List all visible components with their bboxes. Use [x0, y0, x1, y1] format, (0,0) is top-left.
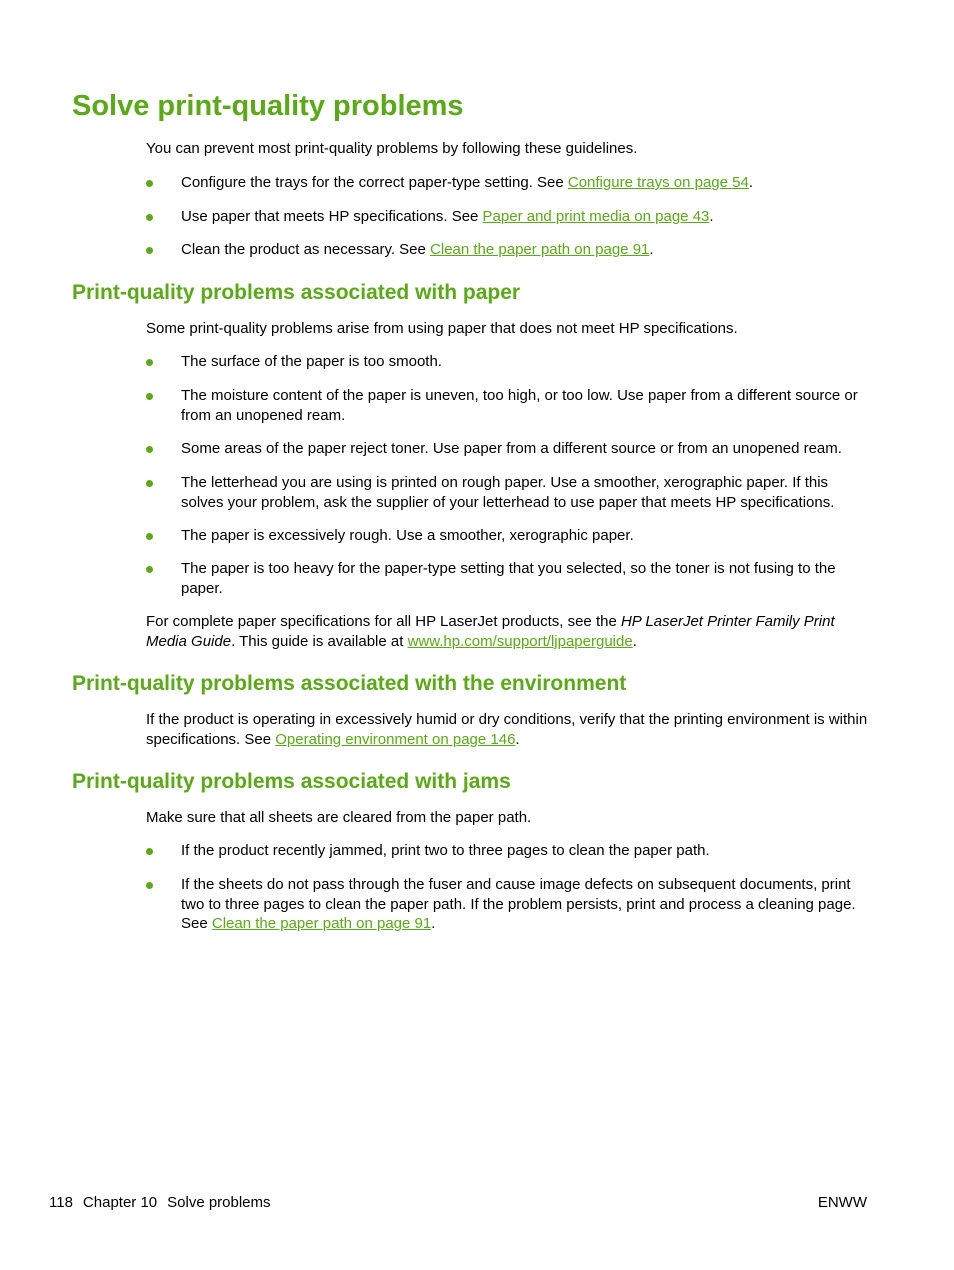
jams-intro: Make sure that all sheets are cleared from the paper path.: [146, 809, 532, 826]
link-clean-paper-path[interactable]: Clean the paper path on page 91: [430, 241, 650, 258]
bullet-icon: [146, 882, 153, 889]
bullet-icon: [146, 533, 153, 540]
bullet-icon: [146, 180, 153, 187]
section-heading-jams: Print-quality problems associated with jams: [72, 770, 511, 793]
bullet-icon: [146, 393, 153, 400]
link-configure-trays[interactable]: Configure trays on page 54: [567, 174, 749, 191]
paper-intro: Some print-quality problems arise from using paper that does not meet HP specifications.: [146, 320, 738, 337]
link-paper-and-print-media[interactable]: Paper and print media on page 43: [482, 208, 710, 225]
document-page: Solve print-quality problems You can prevent most print-quality problems by following these guidelines. Configure the trays for the correct paper-type setting. See Configure trays on page 54. Use paper that meets HP specifications. See Paper and print media on page 43. Clean the product as necessary. See Clean the paper path on page 91. Print-quality problems associated with paper Some print-quality problems arise from using paper that does not meet HP specifications. The surface of the paper is too smooth. The moisture content of the paper is uneven, too high, or too low. Use paper from a different source or from an unopened ream. Some areas of the paper reject toner. Use paper from a different source or from an unopened ream. The letterhead you are using is printed on rough paper. Use a smoother, xerographic paper. If this solves your problem, ask the supplier of your letterhead to use paper that meets HP specifications. The paper is excessively rough. Use a smoother, xerographic paper. The paper is too heavy for the paper-type setting that you selected, so the toner is not fusing to the paper. For complete paper specifications for all HP LaserJet products, see the HP LaserJet Printer Family Print Media Guide. This guide is available at www.hp.com/support/ljpaperguide. Print-quality problems associated with the environment If the product is operating in excessively humid or dry conditions, verify that the printing environment is within specifications. See Operating environment on page 146. Print-quality problems associated with jams Make sure that all sheets are cleared from the paper path. If the product recently jammed, print two to three pages to clean the paper path. If the sheets do not pass through the fuser and cause image defects on subsequent documents, print two to three pages to clean the paper path. If the problem persists, print and process a cleaning page. See Clean the paper path on page 91. 118 Chapter 10 Solve problems ENWW: [0, 0, 954, 1270]
bullet-icon: [146, 480, 153, 487]
section-heading-paper: Print-quality problems associated with paper: [72, 281, 521, 304]
page-footer-right: ENWW: [817, 1194, 867, 1211]
chapter-label: Chapter 10: [82, 1194, 158, 1211]
link-ljpaperguide[interactable]: www.hp.com/support/ljpaperguide: [407, 632, 633, 650]
bullet-icon: [146, 214, 153, 221]
bullet-icon: [146, 446, 153, 453]
page-footer-left: [49, 1193, 271, 1212]
link-clean-paper-path-2[interactable]: Clean the paper path on page 91: [211, 915, 432, 932]
section-heading-environment: Print-quality problems associated with the environment: [72, 672, 627, 695]
page-number: 118: [49, 1194, 73, 1211]
bullet-icon: [146, 848, 153, 855]
bullet-icon: [146, 359, 153, 366]
environment-paragraph: If the product is operating in excessively humid or dry conditions, verify that the printing environment is within specifications. See Operating environment on page 146.: [146, 711, 868, 748]
paper-closing-paragraph: For complete paper specifications for all HP LaserJet products, see the HP LaserJet Printer Family Print Media Guide. This guide is available at www.hp.com/support/ljpaperguide.: [146, 613, 835, 650]
intro-paragraph: You can prevent most print-quality problems by following these guidelines.: [146, 140, 638, 157]
chapter-title: Solve problems: [167, 1194, 271, 1211]
page-title: Solve print-quality problems: [72, 90, 464, 122]
bullet-icon: [146, 566, 153, 573]
bullet-icon: [146, 247, 153, 254]
link-operating-environment[interactable]: Operating environment on page 146: [275, 730, 516, 748]
